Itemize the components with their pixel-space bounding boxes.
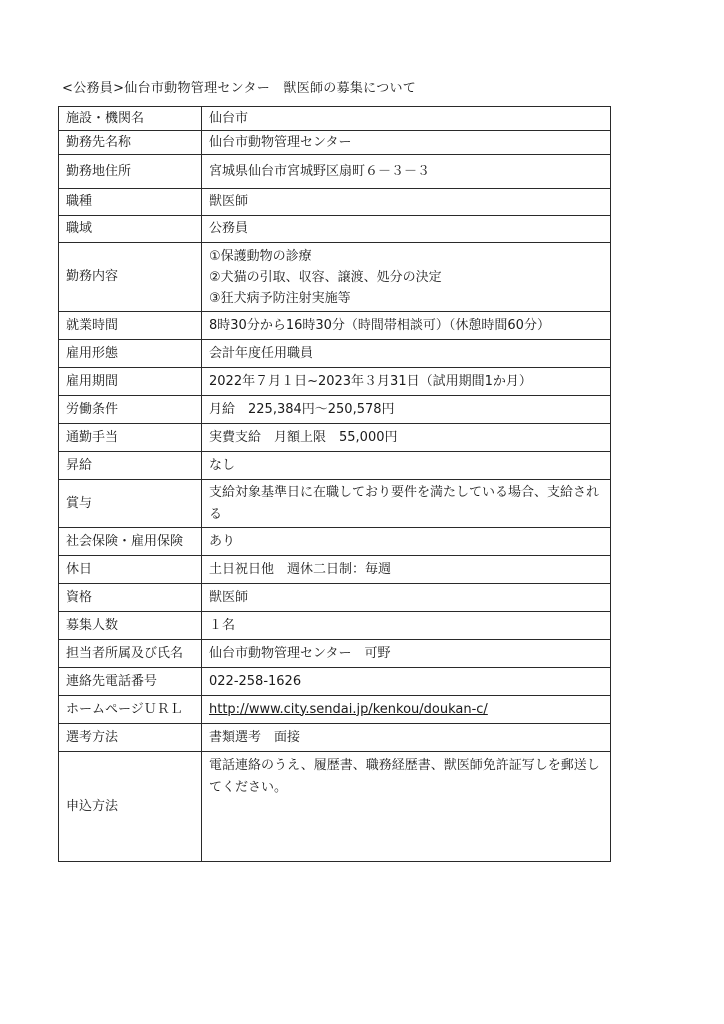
row-value-qualification: 獣医師	[202, 584, 611, 612]
row-value-address: 宮城県仙台市宮城野区扇町６－３－３	[202, 155, 611, 189]
table-row	[59, 612, 611, 640]
table-row	[59, 424, 611, 452]
table-row	[59, 584, 611, 612]
duty-line: ③狂犬病予防注射実施等	[209, 290, 351, 306]
row-value-openings: １名	[202, 612, 611, 640]
row-label-field: 職域	[59, 216, 202, 243]
row-label-openings: 募集人数	[59, 612, 202, 640]
row-value-duties	[202, 243, 611, 312]
row-label-period: 雇用期間	[59, 368, 202, 396]
table-row	[59, 696, 611, 724]
row-value-homepage-url	[202, 696, 611, 724]
table-row	[59, 243, 611, 312]
table-row	[59, 556, 611, 584]
row-label-commute: 通勤手当	[59, 424, 202, 452]
table-row	[59, 752, 611, 862]
row-label-insurance: 社会保険・雇用保険	[59, 528, 202, 556]
table-row	[59, 668, 611, 696]
table-row	[59, 131, 611, 155]
table-row	[59, 107, 611, 131]
row-value-field: 公務員	[202, 216, 611, 243]
row-value-phone: 022-258-1626	[202, 668, 611, 696]
row-value-employment-type: 会計年度任用職員	[202, 340, 611, 368]
row-label-hours: 就業時間	[59, 312, 202, 340]
row-value-hours: 8時30分から16時30分（時間帯相談可）（休憩時間60分）	[202, 312, 611, 340]
row-label-address: 勤務地住所	[59, 155, 202, 189]
table-row	[59, 155, 611, 189]
row-label-employment-type: 雇用形態	[59, 340, 202, 368]
table-row	[59, 312, 611, 340]
table-row	[59, 724, 611, 752]
duty-line: ①保護動物の診療	[209, 248, 312, 264]
table-row	[59, 452, 611, 480]
row-label-contact-person: 担当者所属及び氏名	[59, 640, 202, 668]
homepage-link[interactable]: http://www.city.sendai.jp/kenkou/doukan-c/	[209, 701, 488, 717]
row-value-holidays: 土日祝日他 週休二日制：毎週	[202, 556, 611, 584]
row-label-facility: 施設・機関名	[59, 107, 202, 131]
table-row	[59, 640, 611, 668]
row-label-raise: 昇給	[59, 452, 202, 480]
row-label-bonus: 賞与	[59, 480, 202, 528]
table-row	[59, 396, 611, 424]
row-value-commute: 実費支給 月額上限 55,000円	[202, 424, 611, 452]
row-value-facility: 仙台市	[202, 107, 611, 131]
row-label-selection: 選考方法	[59, 724, 202, 752]
duty-line: ②犬猫の引取、収容、譲渡、処分の決定	[209, 269, 442, 285]
document-title: <公務員>仙台市動物管理センター 獣医師の募集について	[62, 81, 417, 96]
table-row	[59, 189, 611, 216]
row-value-workplace: 仙台市動物管理センター	[202, 131, 611, 155]
row-label-occupation: 職種	[59, 189, 202, 216]
row-value-contact-person: 仙台市動物管理センター 可野	[202, 640, 611, 668]
table-row	[59, 216, 611, 243]
row-label-homepage-url: ホームページＵＲＬ	[59, 696, 202, 724]
row-value-occupation: 獣医師	[202, 189, 611, 216]
table-row	[59, 528, 611, 556]
row-label-conditions: 労働条件	[59, 396, 202, 424]
row-value-conditions: 月給 225,384円～250,578円	[202, 396, 611, 424]
row-value-period: 2022年７月１日~2023年３月31日（試用期間1か月）	[202, 368, 611, 396]
row-label-duties: 勤務内容	[59, 243, 202, 312]
table-row	[59, 368, 611, 396]
row-label-qualification: 資格	[59, 584, 202, 612]
recruitment-info-table	[58, 106, 611, 862]
table-row	[59, 340, 611, 368]
row-label-workplace: 勤務先名称	[59, 131, 202, 155]
table-row	[59, 480, 611, 528]
row-value-bonus: 支給対象基準日に在職しており要件を満たしている場合、支給される	[202, 480, 611, 528]
row-label-application: 申込方法	[59, 752, 202, 862]
row-value-insurance: あり	[202, 528, 611, 556]
row-value-selection: 書類選考 面接	[202, 724, 611, 752]
row-value-application: 電話連絡のうえ、履歴書、職務経歴書、獣医師免許証写しを郵送してください。	[202, 752, 611, 862]
row-label-holidays: 休日	[59, 556, 202, 584]
row-value-raise: なし	[202, 452, 611, 480]
row-label-phone: 連絡先電話番号	[59, 668, 202, 696]
